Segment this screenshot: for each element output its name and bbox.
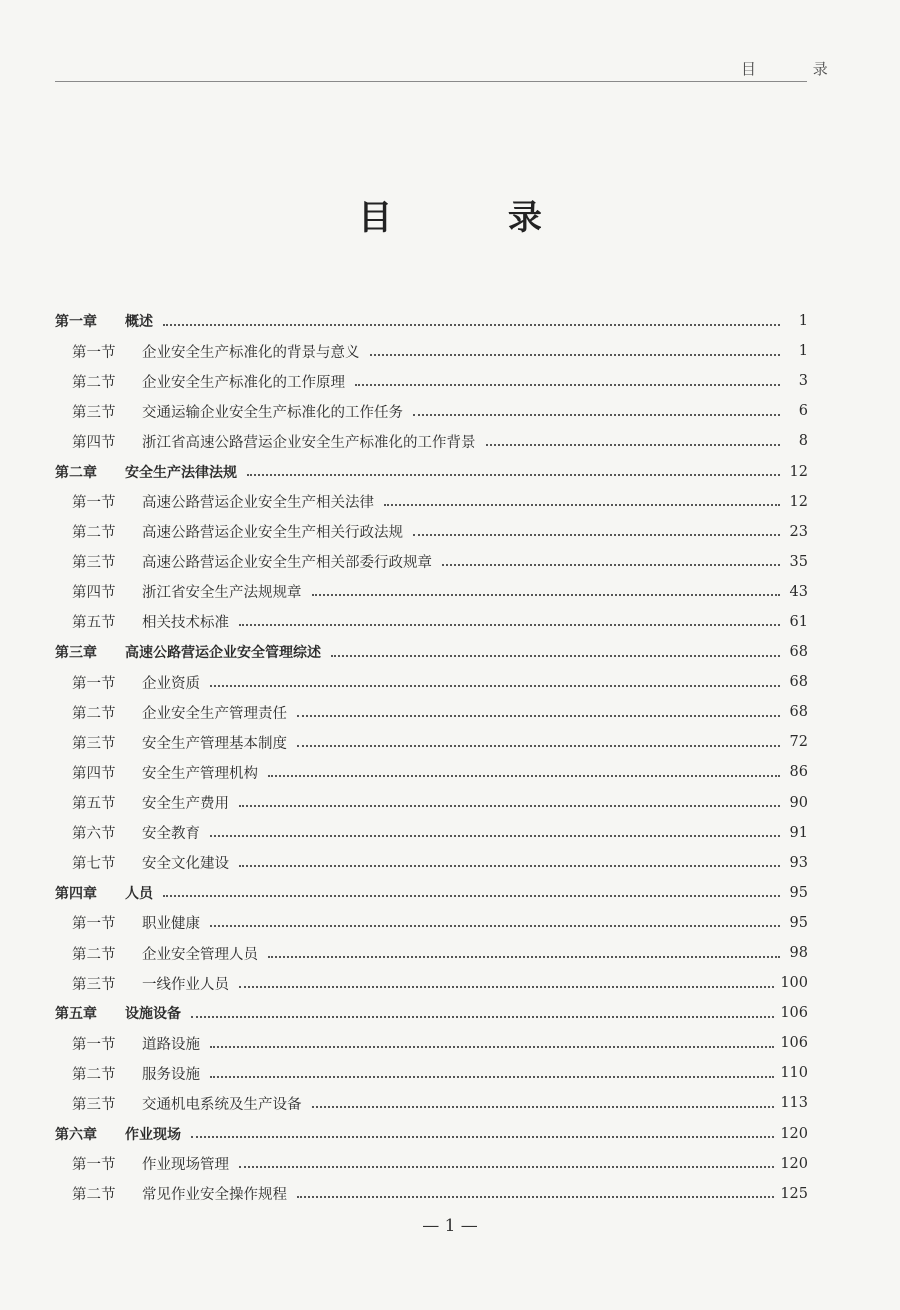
dot-leader xyxy=(210,1075,774,1078)
page-ref: 110 xyxy=(780,1065,808,1082)
section-title: 安全生产费用 xyxy=(142,796,229,813)
section-title: 企业安全生产标准化的工作原理 xyxy=(142,374,345,391)
dot-leader xyxy=(210,684,780,687)
section-number: 第三节 xyxy=(72,404,116,421)
toc-section-row xyxy=(55,757,808,787)
dot-leader xyxy=(210,924,780,927)
chapter-title: 作业现场 xyxy=(125,1126,181,1143)
table-of-contents xyxy=(55,306,808,1209)
page-ref: 120 xyxy=(780,1155,808,1172)
section-title: 道路设施 xyxy=(142,1036,200,1053)
section-number: 第二节 xyxy=(72,525,116,542)
toc-section-row xyxy=(55,577,808,607)
page-ref: 1 xyxy=(798,343,808,360)
page-ref: 106 xyxy=(780,1005,808,1022)
toc-section-row xyxy=(55,1058,808,1088)
dot-leader xyxy=(163,894,780,897)
toc-section-row xyxy=(55,788,808,818)
section-number: 第四节 xyxy=(72,765,116,782)
section-number: 第一节 xyxy=(72,1036,116,1053)
dot-leader xyxy=(247,473,780,476)
page-ref: 113 xyxy=(780,1095,808,1112)
page-ref: 93 xyxy=(789,854,808,871)
section-title: 高速公路营运企业安全生产相关行政法规 xyxy=(142,525,403,542)
section-title: 企业安全生产管理责任 xyxy=(142,705,287,722)
toc-section-row xyxy=(55,426,808,456)
section-number: 第四节 xyxy=(72,585,116,602)
toc-section-row xyxy=(55,366,808,396)
page-ref: 90 xyxy=(789,794,808,811)
toc-chapter-row xyxy=(55,456,808,486)
page-ref: 8 xyxy=(798,433,808,450)
toc-section-row xyxy=(55,1028,808,1058)
section-title: 交通机电系统及生产设备 xyxy=(142,1096,302,1113)
chapter-number: 第六章 xyxy=(55,1126,97,1143)
chapter-number: 第一章 xyxy=(55,314,97,331)
section-number: 第五节 xyxy=(72,615,116,632)
section-title: 企业安全生产标准化的背景与意义 xyxy=(142,344,360,361)
toc-section-row xyxy=(55,818,808,848)
dot-leader xyxy=(239,804,780,807)
toc-section-row xyxy=(55,667,808,697)
section-number: 第四节 xyxy=(72,434,116,451)
section-title: 作业现场管理 xyxy=(142,1157,229,1174)
page-ref: 61 xyxy=(789,613,808,630)
section-number: 第二节 xyxy=(72,1066,116,1083)
page-ref: 3 xyxy=(798,373,808,390)
toc-section-row xyxy=(55,908,808,938)
toc-section-row xyxy=(55,848,808,878)
dot-leader xyxy=(384,503,780,506)
dot-leader xyxy=(268,955,780,958)
toc-section-row xyxy=(55,1088,808,1118)
page-ref: 100 xyxy=(780,975,808,992)
toc-section-row xyxy=(55,336,808,366)
dot-leader xyxy=(413,413,780,416)
page-ref: 95 xyxy=(789,884,808,901)
dot-leader xyxy=(191,1015,774,1018)
section-title: 安全教育 xyxy=(142,826,200,843)
running-header: 目 录 xyxy=(741,60,854,78)
toc-section-row xyxy=(55,968,808,998)
section-title: 职业健康 xyxy=(142,916,200,933)
section-title: 安全生产管理基本制度 xyxy=(142,735,287,752)
dot-leader xyxy=(163,323,780,326)
section-number: 第三节 xyxy=(72,735,116,752)
toc-section-row xyxy=(55,396,808,426)
page-ref: 68 xyxy=(789,644,808,661)
page-ref: 23 xyxy=(789,523,808,540)
dot-leader xyxy=(312,593,781,596)
dot-leader xyxy=(268,774,780,777)
section-title: 相关技术标准 xyxy=(142,615,229,632)
dot-leader xyxy=(486,443,781,446)
section-title: 浙江省高速公路营运企业安全生产标准化的工作背景 xyxy=(142,434,476,451)
chapter-title: 安全生产法律法规 xyxy=(125,464,237,481)
toc-section-row xyxy=(55,1179,808,1209)
section-number: 第二节 xyxy=(72,946,116,963)
page-ref: 12 xyxy=(789,493,808,510)
dot-leader xyxy=(239,864,780,867)
section-number: 第一节 xyxy=(72,495,116,512)
section-number: 第一节 xyxy=(72,916,116,933)
dot-leader xyxy=(297,1195,774,1198)
chapter-title: 概述 xyxy=(125,314,153,331)
page-ref: 6 xyxy=(798,403,808,420)
toc-section-row xyxy=(55,697,808,727)
dot-leader xyxy=(370,353,781,356)
page-number: — 1 — xyxy=(422,1216,478,1236)
page-ref: 72 xyxy=(789,734,808,751)
page-ref: 98 xyxy=(789,945,808,962)
section-title: 常见作业安全操作规程 xyxy=(142,1187,287,1204)
toc-chapter-row xyxy=(55,998,808,1028)
section-number: 第一节 xyxy=(72,675,116,692)
section-number: 第二节 xyxy=(72,374,116,391)
section-title: 高速公路营运企业安全生产相关部委行政规章 xyxy=(142,555,432,572)
toc-chapter-row xyxy=(55,306,808,336)
section-title: 一线作业人员 xyxy=(142,976,229,993)
header-rule xyxy=(55,81,807,82)
page-ref: 125 xyxy=(780,1185,808,1202)
dot-leader xyxy=(297,714,780,717)
toc-section-row xyxy=(55,938,808,968)
page-ref: 95 xyxy=(789,914,808,931)
page-title: 目 录 xyxy=(358,198,594,238)
section-number: 第一节 xyxy=(72,344,116,361)
page-ref: 1 xyxy=(798,313,808,330)
section-title: 安全文化建设 xyxy=(142,856,229,873)
chapter-number: 第二章 xyxy=(55,464,97,481)
toc-section-row xyxy=(55,607,808,637)
toc-section-row xyxy=(55,517,808,547)
toc-section-row xyxy=(55,547,808,577)
toc-section-row xyxy=(55,487,808,517)
toc-chapter-row xyxy=(55,1119,808,1149)
page-ref: 120 xyxy=(780,1125,808,1142)
section-number: 第三节 xyxy=(72,1096,116,1113)
dot-leader xyxy=(355,383,780,386)
section-title: 企业安全管理人员 xyxy=(142,946,258,963)
dot-leader xyxy=(210,834,780,837)
section-title: 高速公路营运企业安全生产相关法律 xyxy=(142,495,374,512)
section-number: 第三节 xyxy=(72,976,116,993)
dot-leader xyxy=(191,1135,774,1138)
dot-leader xyxy=(442,563,780,566)
chapter-title: 设施设备 xyxy=(125,1006,181,1023)
section-number: 第二节 xyxy=(72,705,116,722)
page-ref: 68 xyxy=(789,674,808,691)
section-number: 第二节 xyxy=(72,1187,116,1204)
page-ref: 35 xyxy=(789,553,808,570)
toc-section-row xyxy=(55,1149,808,1179)
section-number: 第三节 xyxy=(72,555,116,572)
chapter-number: 第四章 xyxy=(55,885,97,902)
section-number: 第一节 xyxy=(72,1157,116,1174)
section-title: 浙江省安全生产法规规章 xyxy=(142,585,302,602)
page-ref: 106 xyxy=(780,1035,808,1052)
section-number: 第五节 xyxy=(72,796,116,813)
dot-leader xyxy=(312,1105,775,1108)
page-ref: 68 xyxy=(789,704,808,721)
section-title: 安全生产管理机构 xyxy=(142,765,258,782)
chapter-number: 第五章 xyxy=(55,1006,97,1023)
dot-leader xyxy=(239,1165,774,1168)
page-ref: 91 xyxy=(789,824,808,841)
toc-chapter-row xyxy=(55,878,808,908)
section-number: 第七节 xyxy=(72,856,116,873)
chapter-title: 高速公路营运企业安全管理综述 xyxy=(125,645,321,662)
dot-leader xyxy=(210,1045,774,1048)
page-ref: 86 xyxy=(789,764,808,781)
chapter-number: 第三章 xyxy=(55,645,97,662)
dot-leader xyxy=(239,623,780,626)
section-title: 交通运输企业安全生产标准化的工作任务 xyxy=(142,404,403,421)
chapter-title: 人员 xyxy=(125,885,153,902)
section-title: 企业资质 xyxy=(142,675,200,692)
dot-leader xyxy=(331,654,780,657)
dot-leader xyxy=(239,985,774,988)
toc-section-row xyxy=(55,727,808,757)
page-ref: 12 xyxy=(789,463,808,480)
toc-chapter-row xyxy=(55,637,808,667)
section-number: 第六节 xyxy=(72,826,116,843)
dot-leader xyxy=(413,533,780,536)
section-title: 服务设施 xyxy=(142,1066,200,1083)
page-ref: 43 xyxy=(789,583,808,600)
dot-leader xyxy=(297,744,780,747)
